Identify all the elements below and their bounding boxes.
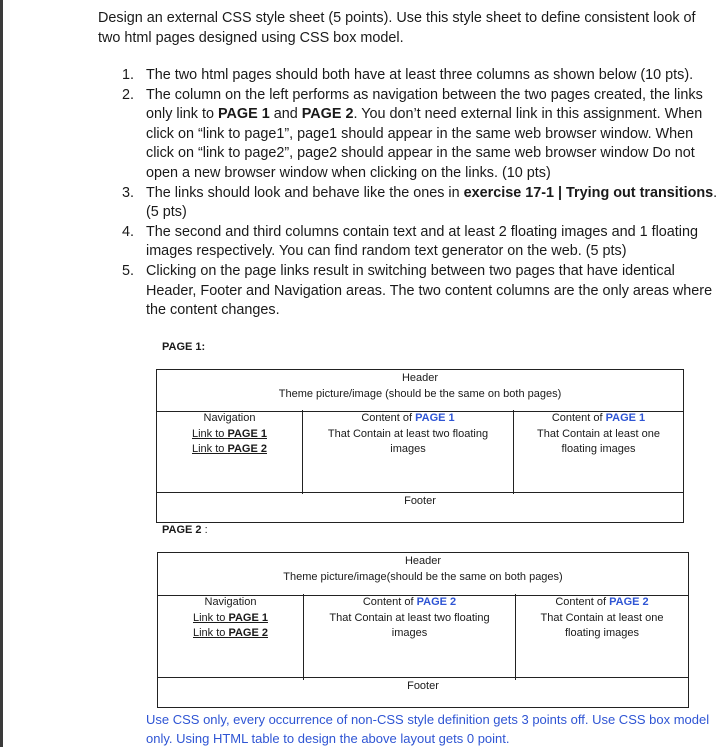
page1-label: PAGE 1:	[162, 341, 206, 353]
content-line: That Contain at least two floating	[327, 427, 489, 440]
page2-nav-column	[158, 594, 304, 680]
page-left-border	[0, 0, 3, 747]
page2-label: PAGE 2 :	[162, 524, 208, 536]
page1-side-column	[514, 410, 683, 494]
requirement-item	[122, 184, 721, 223]
content-line: images	[391, 627, 428, 639]
page2-side-column	[516, 594, 688, 680]
item-text: . You don’t need external link in this assignment. When click on “link to page1”, page1 should appear in the same web browser window. When click on “link to page2”, page2 should appear in the same web browser window Do not open a new browser window when clicking on the links. (10 pts)	[146, 106, 703, 181]
page2-header	[158, 553, 688, 596]
content-line: That Contain at least one	[537, 427, 660, 440]
content-line: images	[390, 443, 426, 455]
item-text: and	[269, 106, 302, 123]
content-heading: Content of PAGE 1	[551, 412, 646, 424]
grading-note: Use CSS only, every occurrence of non-CSS style definition gets 3 points off. Use CSS box model only. Using HTML table to design the above layout gets 0 point.	[146, 712, 710, 746]
requirements-list	[122, 66, 721, 321]
page1-footer: Footer	[157, 492, 683, 522]
item-text: The links should look and behave like the ones in	[146, 184, 464, 201]
item-number: 1.	[122, 67, 135, 83]
link-page2[interactable]: Link to PAGE 2	[192, 443, 267, 455]
assignment-intro: Design an external CSS style sheet (5 points). Use this style sheet to define consistent look of two html pages designed using CSS box model.	[98, 10, 696, 46]
page1-nav-column	[157, 410, 303, 494]
item-text: . (5 pts)	[146, 184, 718, 221]
page1-content-column	[303, 410, 514, 494]
header-subtitle: Theme picture/image(should be the same on both pages)	[283, 570, 563, 583]
content-line: That Contain at least two floating	[329, 611, 490, 624]
item-number: 3.	[122, 184, 135, 201]
item-bold: PAGE 2	[301, 106, 354, 123]
item-text: The column on the left performs as navigation between the two pages created, the links only link to	[146, 86, 703, 123]
item-text: Clicking on the page links result in switching between two pages that have identical Header, Footer and Navigation areas. The two content columns are the only areas where the content changes.	[146, 262, 713, 319]
page1-header	[157, 370, 683, 412]
nav-title: Navigation	[204, 596, 257, 608]
item-number: 2.	[122, 86, 135, 103]
requirement-item	[122, 86, 721, 184]
link-page1[interactable]: Link to PAGE 1	[193, 611, 268, 624]
page2-footer: Footer	[158, 677, 688, 707]
item-bold: exercise 17-1 | Trying out transitions	[463, 184, 714, 201]
content-line: floating images	[565, 627, 639, 639]
content-heading: Content of PAGE 2	[555, 596, 649, 608]
header-title: Header	[404, 555, 442, 567]
page2-layout	[157, 552, 689, 708]
nav-title: Navigation	[203, 412, 256, 424]
content-heading: Content of PAGE 1	[361, 412, 455, 424]
content-heading: Content of PAGE 2	[362, 596, 457, 608]
content-line: That Contain at least one	[540, 611, 664, 624]
header-subtitle: Theme picture/image (should be the same on both pages)	[278, 387, 562, 400]
requirement-item	[122, 262, 721, 321]
link-page1[interactable]: Link to PAGE 1	[192, 427, 267, 440]
item-bold: PAGE 1	[218, 106, 270, 123]
item-text: The second and third columns contain text and at least 2 floating images and 1 floating images respectively. You can find random text generator on the web. (5 pts)	[146, 223, 698, 260]
page2-content-column	[304, 594, 516, 680]
requirement-item	[122, 223, 721, 262]
page1-layout	[156, 369, 684, 523]
requirement-item	[122, 66, 721, 86]
item-number: 4.	[122, 223, 135, 240]
item-text: The two html pages should both have at least three columns as shown below (10 pts).	[146, 67, 694, 83]
item-number: 5.	[122, 262, 135, 279]
link-page2[interactable]: Link to PAGE 2	[193, 627, 268, 639]
header-title: Header	[401, 372, 439, 384]
content-line: floating images	[561, 443, 636, 455]
